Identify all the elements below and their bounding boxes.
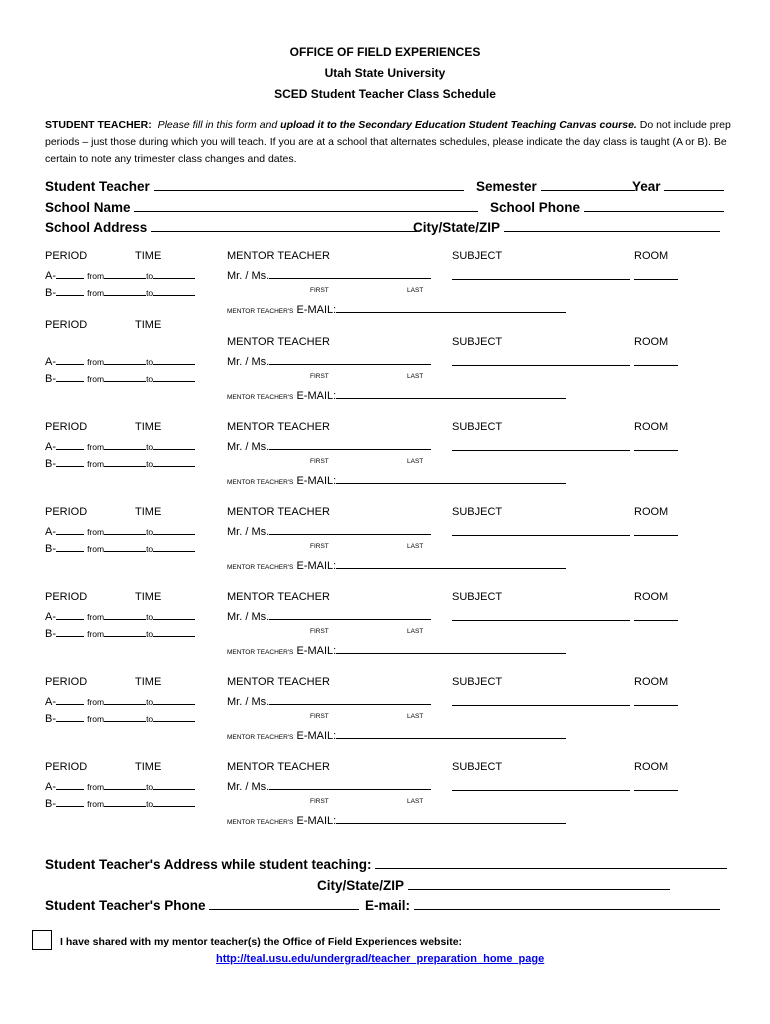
school-phone-field[interactable]: School Phone bbox=[490, 198, 724, 215]
period-header: PERIOD bbox=[45, 319, 88, 331]
first-name-caption: FIRST bbox=[310, 458, 329, 465]
room-field[interactable] bbox=[634, 365, 678, 366]
st-phone-field[interactable]: Student Teacher's Phone bbox=[45, 896, 359, 913]
mentor-email-field[interactable]: MENTOR TEACHER'S E-MAIL: bbox=[227, 387, 566, 402]
time-header: TIME bbox=[135, 250, 162, 262]
instructions-italic: Please fill in this form and bbox=[157, 119, 278, 131]
mentor-name-field[interactable]: Mr. / Ms. bbox=[227, 353, 431, 368]
mentor-teacher-header: MENTOR TEACHER bbox=[227, 421, 330, 433]
mentor-teacher-header: MENTOR TEACHER bbox=[227, 761, 330, 773]
university-title: Utah State University bbox=[324, 66, 446, 80]
room-field[interactable] bbox=[634, 535, 678, 536]
last-name-caption: LAST bbox=[407, 628, 424, 635]
first-name-caption: FIRST bbox=[310, 628, 329, 635]
instructions bbox=[45, 117, 735, 168]
mentor-email-field[interactable]: MENTOR TEACHER'S E-MAIL: bbox=[227, 301, 566, 316]
room-header: ROOM bbox=[634, 676, 669, 688]
period-header: PERIOD bbox=[45, 676, 88, 688]
last-name-caption: LAST bbox=[407, 287, 424, 294]
last-name-caption: LAST bbox=[407, 543, 424, 550]
school-address-field[interactable]: School Address bbox=[45, 218, 417, 235]
room-field[interactable] bbox=[634, 450, 678, 451]
period-b-row[interactable]: B- from to bbox=[45, 284, 195, 299]
period-b-row[interactable]: B- from to bbox=[45, 370, 195, 385]
subject-field[interactable] bbox=[452, 790, 630, 791]
first-name-caption: FIRST bbox=[310, 287, 329, 294]
st-email-field[interactable]: E-mail: bbox=[365, 896, 720, 913]
office-title: OFFICE OF FIELD EXPERIENCES bbox=[289, 45, 481, 59]
period-a-row[interactable]: A- from to bbox=[45, 778, 195, 793]
subject-header: SUBJECT bbox=[452, 506, 503, 518]
mentor-name-field[interactable]: Mr. / Ms. bbox=[227, 778, 431, 793]
first-name-caption: FIRST bbox=[310, 798, 329, 805]
instructions-rest: Do not include prep periods – just those during which you will teach. If you are at a school that alternates schedules, please indicate the day class is taught (A or B). Be certain to note any trimester class changes and dates. bbox=[45, 119, 731, 165]
period-header: PERIOD bbox=[45, 250, 88, 262]
period-b-row[interactable]: B- from to bbox=[45, 540, 195, 555]
subject-field[interactable] bbox=[452, 365, 630, 366]
mentor-email-field[interactable]: MENTOR TEACHER'S E-MAIL: bbox=[227, 727, 566, 742]
subject-field[interactable] bbox=[452, 450, 630, 451]
time-header: TIME bbox=[135, 421, 162, 433]
period-b-row[interactable]: B- from to bbox=[45, 625, 195, 640]
first-name-caption: FIRST bbox=[310, 373, 329, 380]
room-header: ROOM bbox=[634, 336, 669, 348]
mentor-email-field[interactable]: MENTOR TEACHER'S E-MAIL: bbox=[227, 642, 566, 657]
room-header: ROOM bbox=[634, 761, 669, 773]
period-a-row[interactable]: A- from to bbox=[45, 353, 195, 368]
period-header: PERIOD bbox=[45, 591, 88, 603]
mentor-name-field[interactable]: Mr. / Ms. bbox=[227, 523, 431, 538]
subject-header: SUBJECT bbox=[452, 591, 503, 603]
city-state-zip-field[interactable]: City/State/ZIP bbox=[413, 218, 720, 235]
semester-field[interactable]: Semester bbox=[476, 177, 635, 194]
instructions-label: STUDENT TEACHER: bbox=[45, 119, 152, 131]
period-b-row[interactable]: B- from to bbox=[45, 710, 195, 725]
mentor-email-field[interactable]: MENTOR TEACHER'S E-MAIL: bbox=[227, 472, 566, 487]
subject-header: SUBJECT bbox=[452, 250, 503, 262]
room-field[interactable] bbox=[634, 279, 678, 280]
subject-header: SUBJECT bbox=[452, 761, 503, 773]
room-header: ROOM bbox=[634, 506, 669, 518]
period-b-row[interactable]: B- from to bbox=[45, 795, 195, 810]
subject-header: SUBJECT bbox=[452, 676, 503, 688]
room-field[interactable] bbox=[634, 620, 678, 621]
subject-field[interactable] bbox=[452, 279, 630, 280]
mentor-name-field[interactable]: Mr. / Ms. bbox=[227, 438, 431, 453]
room-header: ROOM bbox=[634, 591, 669, 603]
subject-field[interactable] bbox=[452, 705, 630, 706]
last-name-caption: LAST bbox=[407, 798, 424, 805]
room-field[interactable] bbox=[634, 705, 678, 706]
time-header: TIME bbox=[135, 319, 162, 331]
mentor-email-field[interactable]: MENTOR TEACHER'S E-MAIL: bbox=[227, 812, 566, 827]
period-a-row[interactable]: A- from to bbox=[45, 693, 195, 708]
ofe-website-link[interactable]: http://teal.usu.edu/undergrad/teacher_preparation_home_page bbox=[216, 953, 545, 965]
instructions-upload: upload it to the Secondary Education Student Teaching Canvas course. bbox=[280, 119, 637, 131]
subject-header: SUBJECT bbox=[452, 336, 503, 348]
time-header: TIME bbox=[135, 676, 162, 688]
room-header: ROOM bbox=[634, 421, 669, 433]
mentor-teacher-header: MENTOR TEACHER bbox=[227, 591, 330, 603]
time-header: TIME bbox=[135, 761, 162, 773]
period-a-row[interactable]: A- from to bbox=[45, 523, 195, 538]
mentor-teacher-header: MENTOR TEACHER bbox=[227, 676, 330, 688]
period-b-row[interactable]: B- from to bbox=[45, 455, 195, 470]
subject-field[interactable] bbox=[452, 535, 630, 536]
period-header: PERIOD bbox=[45, 761, 88, 773]
year-field[interactable]: Year bbox=[632, 177, 724, 194]
mentor-teacher-header: MENTOR TEACHER bbox=[227, 336, 330, 348]
mentor-name-field[interactable]: Mr. / Ms. bbox=[227, 267, 431, 282]
first-name-caption: FIRST bbox=[310, 713, 329, 720]
period-a-row[interactable]: A- from to bbox=[45, 267, 195, 282]
time-header: TIME bbox=[135, 591, 162, 603]
first-name-caption: FIRST bbox=[310, 543, 329, 550]
room-field[interactable] bbox=[634, 790, 678, 791]
last-name-caption: LAST bbox=[407, 713, 424, 720]
last-name-caption: LAST bbox=[407, 373, 424, 380]
subject-field[interactable] bbox=[452, 620, 630, 621]
mentor-name-field[interactable]: Mr. / Ms. bbox=[227, 693, 431, 708]
subject-header: SUBJECT bbox=[452, 421, 503, 433]
mentor-email-field[interactable]: MENTOR TEACHER'S E-MAIL: bbox=[227, 557, 566, 572]
last-name-caption: LAST bbox=[407, 458, 424, 465]
st-city-state-zip-field[interactable]: City/State/ZIP bbox=[317, 876, 670, 893]
checkbox-label: I have shared with my mentor teacher(s) the Office of Field Experiences website: bbox=[60, 936, 463, 948]
mentor-name-field[interactable]: Mr. / Ms. bbox=[227, 608, 431, 623]
shared-checkbox[interactable] bbox=[32, 930, 52, 950]
period-a-row[interactable]: A- from to bbox=[45, 438, 195, 453]
room-header: ROOM bbox=[634, 250, 669, 262]
form-title: SCED Student Teacher Class Schedule bbox=[274, 87, 496, 101]
school-name-field[interactable]: School Name bbox=[45, 198, 478, 215]
st-address-field[interactable]: Student Teacher's Address while student teaching: bbox=[45, 855, 727, 872]
period-a-row[interactable]: A- from to bbox=[45, 608, 195, 623]
time-header: TIME bbox=[135, 506, 162, 518]
mentor-teacher-header: MENTOR TEACHER bbox=[227, 506, 330, 518]
mentor-teacher-header: MENTOR TEACHER bbox=[227, 250, 330, 262]
period-header: PERIOD bbox=[45, 506, 88, 518]
student-teacher-field[interactable]: Student Teacher bbox=[45, 177, 464, 194]
period-header: PERIOD bbox=[45, 421, 88, 433]
